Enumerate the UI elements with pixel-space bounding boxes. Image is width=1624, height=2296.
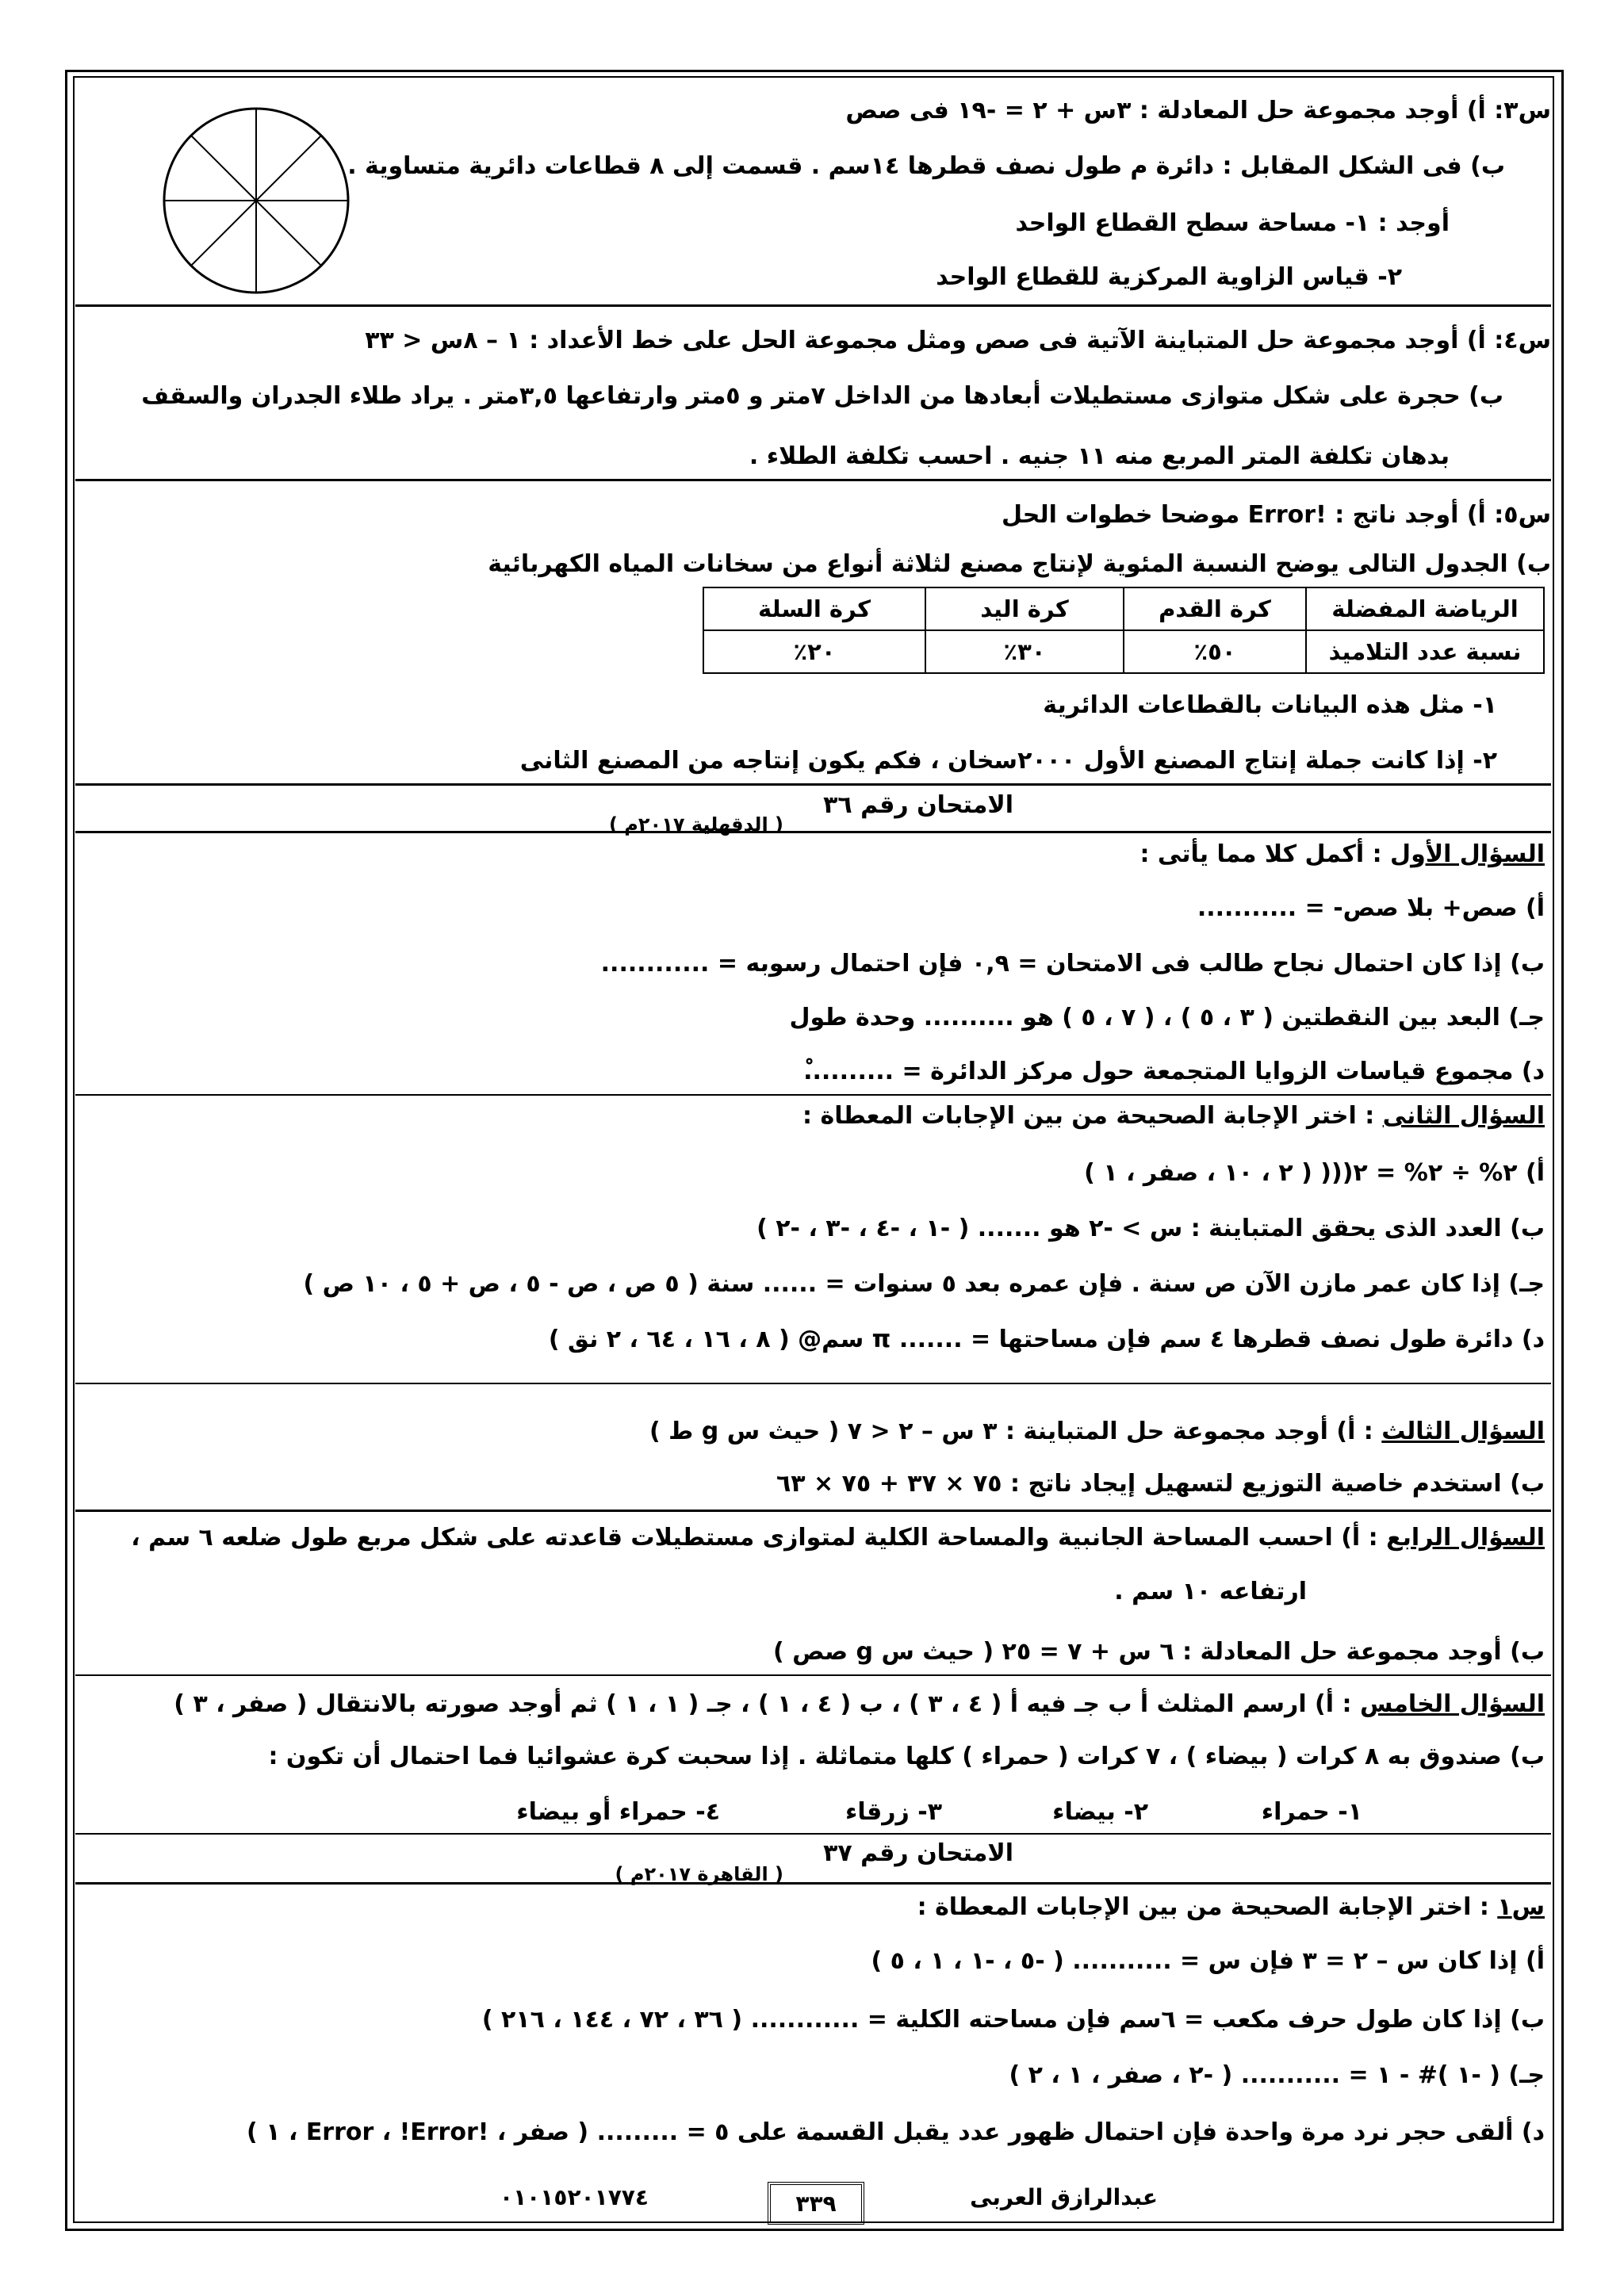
exam36-title-text: الامتحان رقم ٣٦ (823, 791, 1013, 819)
table-cell: كرة السلة (703, 587, 925, 630)
q5-b1: ١- مثل هذه البيانات بالقطاعات الدائرية (1043, 691, 1497, 719)
e36-q4-a2: ارتفاعه ١٠ سم . (1114, 1578, 1307, 1605)
e36-q1-c: جـ) البعد بين النقطتين ( ٣ ، ٥ ) ، ( ٧ ، ٥ ) هو .......... وحدة طول (789, 1004, 1545, 1031)
divider (75, 1094, 1551, 1096)
table-cell: نسبة عدد التلاميذ (1306, 630, 1544, 673)
e36-q2-c: جـ) إذا كان عمر مازن الآن ص سنة . فإن عمره بعد ٥ سنوات = ...... سنة ( ٥ ص ، ص - ٥ ، ص + ٥ ، ١٠ ص ) (303, 1270, 1545, 1298)
table-cell: ٣٠٪ (925, 630, 1124, 673)
divider (75, 831, 1551, 833)
page-number: ٣٣٩ (768, 2182, 864, 2225)
table-cell: ٥٠٪ (1124, 630, 1306, 673)
e37-q1-rest: : اختر الإجابة الصحيحة من بين الإجابات المعطاة : (917, 1893, 1489, 1921)
e36-q2-title: السؤال الثانى (1382, 1102, 1545, 1130)
table-cell: كرة اليد (925, 587, 1124, 630)
e36-q5-title: السؤال الخامس (1359, 1690, 1545, 1718)
divider (75, 1510, 1551, 1512)
e36-q5-opt-3: ٣- زرقاء (845, 1798, 942, 1826)
divider (75, 304, 1551, 307)
e37-q1-head (917, 1892, 1545, 1923)
circle-figure (157, 101, 355, 300)
e37-q1-title: س١ (1497, 1893, 1545, 1921)
e36-q2-b: ب) العدد الذى يحقق المتباينة : س > -٢ هو ....... ( -١ ، -٤ ، -٣ ، -٢ ) (756, 1215, 1545, 1242)
e36-q2-rest: : اختر الإجابة الصحيحة من بين الإجابات المعطاة : (802, 1102, 1375, 1130)
divider (75, 783, 1551, 786)
divider (75, 1882, 1551, 1885)
q5-a: س٥: أ) أوجد ناتج : !Error موضحا خطوات الحل (1001, 501, 1551, 529)
e36-q2-a: أ) ٢% ÷ ٢% = ٢((( ( ٢ ، ١٠ ، صفر ، ١ ) (1084, 1159, 1545, 1187)
exam37-sub: ( القاهرة ٢٠١٧م ) (615, 1863, 783, 1885)
e36-q3-a: : أ) أوجد مجموعة حل المتباينة : ٣ س – ٢ < ٧ ( حيث س g ط ) (649, 1418, 1373, 1445)
e37-q1-a: أ) إذا كان س – ٢ = ٣ فإن س = ........... ( -٥ ، -١ ، ١ ، ٥ ) (871, 1947, 1545, 1975)
e36-q1-head (1139, 839, 1545, 871)
e36-q1-a: أ) صص+ بلا صص- = ........... (1197, 894, 1545, 922)
e36-q4-a: : أ) احسب المساحة الجانبية والمساحة الكلية لمتوازى مستطيلات قاعدته على شكل مربع طول ضلعه ٦ سم ، (131, 1524, 1378, 1552)
table-cell: كرة القدم (1124, 587, 1306, 630)
table-cell: ٢٠٪ (703, 630, 925, 673)
divider (75, 1674, 1551, 1676)
q5-b2: ٢- إذا كانت جملة إنتاج المصنع الأول ٢٠٠٠سخان ، فكم يكون إنتاجه من المصنع الثانى (519, 747, 1497, 775)
q5-b: ب) الجدول التالى يوضح النسبة المئوية لإنتاج مصنع لثلاثة أنواع من سخانات المياه الكهربائية (488, 550, 1551, 578)
e36-q5-a: : أ) ارسم المثلث أ ب جـ فيه أ ( ٤ ، ٣ ) ، ب ( ٤ ، ١ ) ، جـ ( ١ ، ١ ) ثم أوجد صورته بالانتقال ( صفر ، ٣ ) (174, 1690, 1352, 1718)
divider (75, 1833, 1551, 1835)
e37-q1-b: ب) إذا كان طول حرف مكعب = ٦سم فإن مساحته الكلية = ............ ( ٣٦ ، ٧٢ ، ١٤٤ ، ٢١٦ ) (481, 2006, 1545, 2034)
e36-q4-title: السؤال الرابع (1386, 1524, 1545, 1552)
q3-b2: ٢- قياس الزاوية المركزية للقطاع الواحد (936, 263, 1402, 291)
e36-q5-a-line (174, 1689, 1545, 1720)
e36-q1-b: ب) إذا كان احتمال نجاح طالب فى الامتحان = ٠,٩ فإن احتمال رسوبه = ............ (600, 950, 1545, 978)
e36-q3-b: ب) استخدم خاصية التوزيع لتسهيل إيجاد ناتج : ٧٥ × ٣٧ + ٧٥ × ٦٣ (776, 1470, 1545, 1498)
e36-q1-d: د) مجموع قياسات الزوايا المتجمعة حول مركز الدائرة = ..........ْ (803, 1058, 1545, 1085)
e36-q2-d: د) دائرة طول نصف قطرها ٤ سم فإن مساحتها = ....... π سم@ ( ٨ ، ١٦ ، ٦٤ ، ٢ نق ) (548, 1326, 1545, 1353)
e37-q1-c: جـ) ( -١ )# - ١ = ........... ( -٢ ، صفر ، ١ ، ٢ ) (1009, 2061, 1545, 2089)
e36-q4-b: ب) أوجد مجموعة حل المعادلة : ٦ س + ٧ = ٢٥ ( حيث س g صص ) (772, 1638, 1545, 1666)
e37-q1-d: د) ألقى حجر نرد مرة واحدة فإن احتمال ظهور عدد يقبل القسمة على ٥ = ......... ( صفر ، !Error ، !Error ، ١ ) (247, 2118, 1545, 2146)
e36-q1-rest: : أكمل كلا مما يأتى : (1139, 840, 1382, 868)
divider (75, 479, 1551, 481)
e36-q5-b: ب) صندوق به ٨ كرات ( بيضاء ) ، ٧ كرات ( حمراء ) كلها متماثلة . إذا سحبت كرة عشوائيا فما احتمال أن تكون : (268, 1743, 1545, 1770)
exam36-sub: ( الدقهلية ٢٠١٧م ) (608, 813, 783, 836)
exam37-title: الامتحان رقم ٣٧ (823, 1839, 1013, 1867)
e36-q1-title: السؤال الأول (1390, 840, 1545, 868)
e36-q3-title: السؤال الثالث (1381, 1418, 1545, 1445)
e36-q5-opt-4: ٤- حمراء أو بيضاء (516, 1798, 720, 1826)
e36-q3-a-line (649, 1416, 1545, 1448)
q4-a: س٤: أ) أوجد مجموعة حل المتباينة الآتية فى صص ومثل مجموعة الحل على خط الأعداد : ١ – ٨س < ٣٣ (365, 327, 1551, 354)
q3-b: ب) فى الشكل المقابل : دائرة م طول نصف قطرها ١٤سم . قسمت إلى ٨ قطاعات دائرية متساوية . (347, 152, 1505, 180)
e36-q4-a-line (131, 1522, 1545, 1554)
table-cell: الرياضة المفضلة (1306, 587, 1544, 630)
q4-b1: ب) حجرة على شكل متوازى مستطيلات أبعادها من الداخل ٧متر و ٥متر وارتفاعها ٣,٥متر . يراد طلاء الجدران والسقف (141, 382, 1503, 410)
e36-q5-opt-1: ١- حمراء (1261, 1798, 1362, 1826)
q5-table (703, 587, 1545, 674)
q4-b2: بدهان تكلفة المتر المربع منه ١١ جنيه . احسب تكلفة الطلاء . (749, 442, 1450, 470)
q3-b1: أوجد : ١- مساحة سطح القطاع الواحد (1015, 209, 1450, 237)
e36-q2-head (802, 1100, 1545, 1132)
q3-a: س٣: أ) أوجد مجموعة حل المعادلة : ٣س + ٢ = -١٩ فى صص (845, 97, 1551, 124)
exam36-title (823, 790, 1013, 821)
divider (75, 1383, 1551, 1384)
e36-q5-opt-2: ٢- بيضاء (1052, 1798, 1148, 1826)
footer-phone: ٠١٠١٥٢٠١٧٧٤ (500, 2184, 649, 2210)
footer-author: عبدالرازق العربى (970, 2184, 1158, 2210)
